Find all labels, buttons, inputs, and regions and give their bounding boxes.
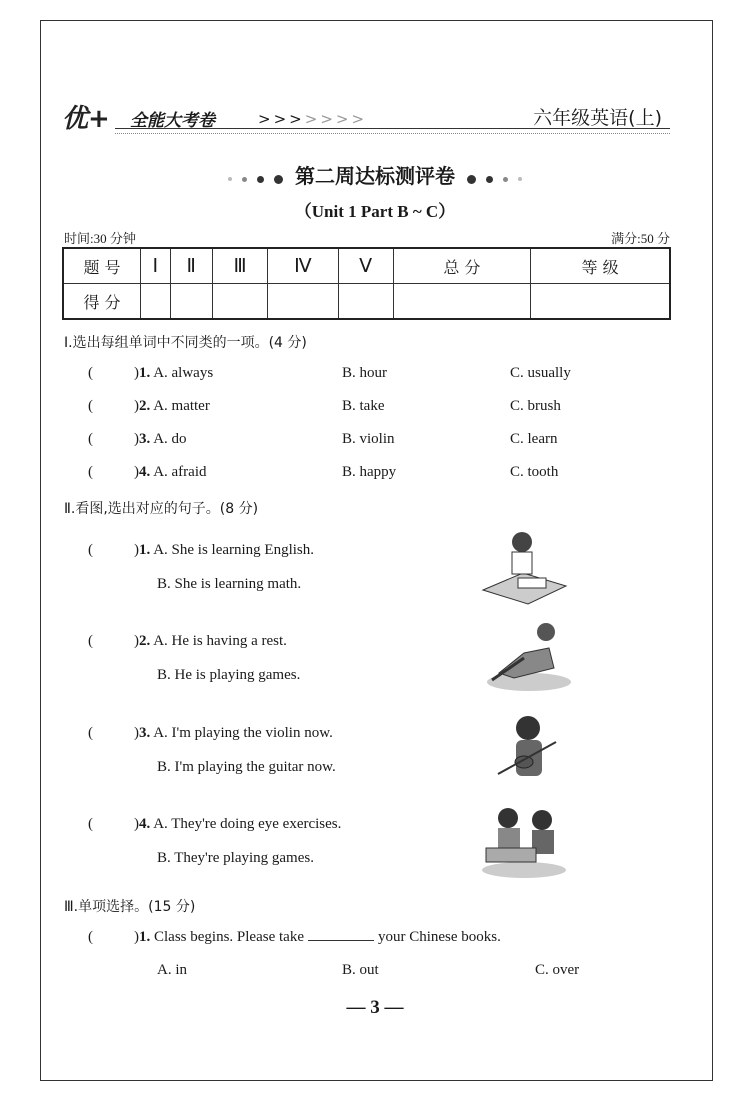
header-cell: Ⅰ — [141, 248, 171, 284]
score-cell[interactable] — [141, 284, 171, 320]
section-3-title: Ⅲ.单项选择。(15 分) — [64, 899, 196, 915]
left-dots — [223, 166, 288, 190]
score-cell[interactable] — [170, 284, 212, 320]
question-2-3: )3. A. I'm playing the violin now. — [134, 725, 333, 741]
section-1-title: Ⅰ.选出每组单词中不同类的一项。(4 分) — [64, 335, 307, 351]
option-c[interactable]: C. over — [535, 962, 580, 978]
score-cell[interactable] — [338, 284, 393, 320]
answer-paren-open: ( — [88, 542, 93, 558]
exam-subtitle: （Unit 1 Part B ~ C） — [294, 202, 456, 221]
header-cell: Ⅳ — [268, 248, 339, 284]
header-cell: 总 分 — [393, 248, 531, 284]
score-cell[interactable] — [212, 284, 267, 320]
question-1-4: )4. A. afraid — [134, 464, 207, 480]
answer-paren-open: ( — [88, 929, 93, 945]
option-b[interactable]: B. hour — [342, 365, 387, 381]
girl-studying-picture — [478, 528, 570, 606]
logo-subtitle: 全能大考卷 — [130, 111, 215, 131]
header-dotted-rule — [115, 133, 670, 134]
score-table-score-row — [63, 284, 670, 320]
page-number: — 3 — — [346, 997, 404, 1018]
answer-paren-open: ( — [88, 816, 93, 832]
option-a[interactable]: A. matter — [153, 398, 210, 414]
option-b[interactable]: B. He is playing games. — [157, 667, 301, 683]
grade-label: 六年级英语(上) — [533, 107, 662, 129]
full-score: 满分:50 分 — [611, 231, 670, 246]
option-b[interactable]: B. out — [342, 962, 379, 978]
question-1-3: )3. A. do — [134, 431, 187, 447]
row-label: 得 分 — [63, 284, 141, 320]
answer-paren-open: ( — [88, 398, 93, 414]
answer-paren-open: ( — [88, 725, 93, 741]
exam-title-text: 第二周达标测评卷 — [295, 164, 455, 188]
question-2-2: )2. A. He is having a rest. — [134, 633, 287, 649]
option-a[interactable]: A. afraid — [153, 464, 207, 480]
option-a[interactable]: A. in — [157, 962, 187, 978]
option-b[interactable]: B. violin — [342, 431, 395, 447]
option-c[interactable]: C. tooth — [510, 464, 559, 480]
score-table — [62, 247, 671, 320]
children-eye-exercises-picture — [478, 800, 570, 880]
option-a[interactable]: A. I'm playing the violin now. — [153, 725, 333, 741]
option-a[interactable]: A. always — [153, 365, 214, 381]
boy-resting-picture — [484, 618, 576, 693]
girl-playing-violin-picture — [496, 712, 566, 784]
answer-paren-open: ( — [88, 431, 93, 447]
section-2-title: Ⅱ.看图,选出对应的句子。(8 分) — [64, 501, 259, 517]
option-b[interactable]: B. She is learning math. — [157, 576, 302, 592]
option-c[interactable]: C. usually — [510, 365, 571, 381]
exam-title — [0, 160, 750, 190]
answer-blank[interactable] — [308, 940, 374, 941]
answer-paren-open: ( — [88, 365, 93, 381]
option-c[interactable]: C. learn — [510, 431, 558, 447]
option-c[interactable]: C. brush — [510, 398, 561, 414]
score-cell[interactable] — [393, 284, 531, 320]
option-a[interactable]: A. He is having a rest. — [153, 633, 287, 649]
option-a[interactable]: A. She is learning English. — [153, 542, 315, 558]
score-cell[interactable] — [531, 284, 670, 320]
header-cell: 等 级 — [531, 248, 670, 284]
option-b[interactable]: B. take — [342, 398, 385, 414]
header-arrows: >>>>>>> — [258, 110, 368, 128]
question-2-4: )4. A. They're doing eye exercises. — [134, 816, 342, 832]
logo: 优+ — [62, 104, 110, 134]
answer-paren-open: ( — [88, 633, 93, 649]
option-b[interactable]: B. happy — [342, 464, 397, 480]
option-b[interactable]: B. They're playing games. — [157, 850, 314, 866]
header-cell: Ⅱ — [170, 248, 212, 284]
answer-paren-open: ( — [88, 464, 93, 480]
option-a[interactable]: A. They're doing eye exercises. — [153, 816, 342, 832]
question-1-1: )1. A. always — [134, 365, 214, 381]
option-b[interactable]: B. I'm playing the guitar now. — [157, 759, 336, 775]
score-table-header-row — [63, 248, 670, 284]
question-3-1: )1. Class begins. Please take your Chinese books. — [134, 929, 501, 945]
option-a[interactable]: A. do — [153, 431, 187, 447]
header-rule — [115, 128, 670, 129]
header-cell: Ⅴ — [338, 248, 393, 284]
question-1-2: )2. A. matter — [134, 398, 210, 414]
time-limit: 时间:30 分钟 — [64, 231, 136, 246]
score-cell[interactable] — [268, 284, 339, 320]
right-dots — [462, 166, 527, 190]
header-cell: 题 号 — [63, 248, 141, 284]
question-2-1: )1. A. She is learning English. — [134, 542, 315, 558]
header-cell: Ⅲ — [212, 248, 267, 284]
